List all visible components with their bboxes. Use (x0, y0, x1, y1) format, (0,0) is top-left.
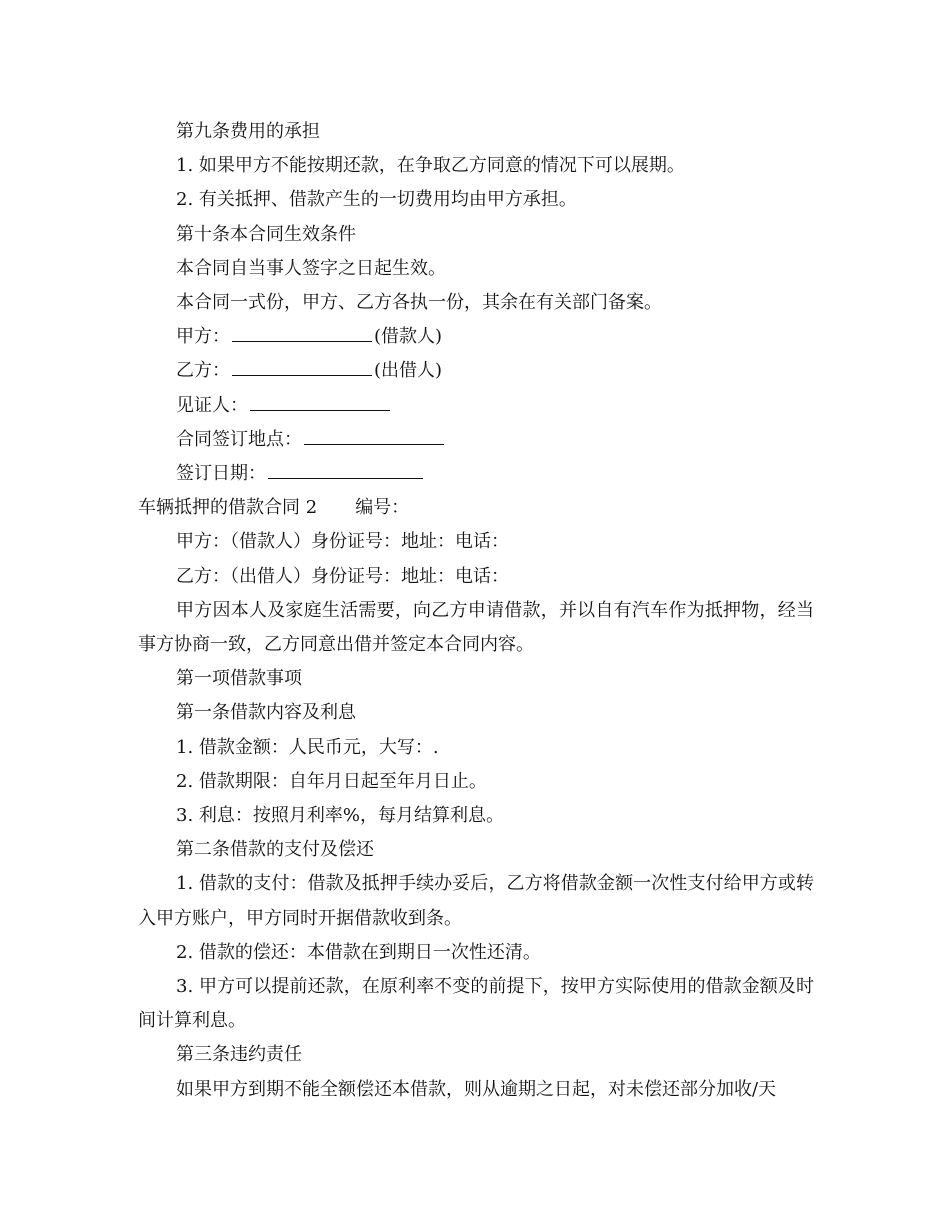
article-9-item-2: 2. 有关抵押、借款产生的一切费用均由甲方承担。 (176, 189, 577, 211)
party-b-signature-line (138, 354, 814, 388)
contract-2-title-line (138, 491, 814, 525)
party-a-label: 甲方： (176, 326, 230, 348)
party-b-blank (232, 357, 372, 376)
document-body (138, 115, 814, 1107)
signing-place-blank (304, 426, 444, 445)
article-1-item-3: 3. 利息：按照月利率%，每月结算利息。 (176, 805, 504, 827)
article-2-item-1: 1. 借款的支付：借款及抵押手续办妥后，乙方将借款金额一次性支付给甲方或转入甲方账户，甲方同时开据借款收到条。 (138, 873, 814, 929)
witness-label: 见证人： (176, 394, 248, 416)
article-1-heading: 第一条借款内容及利息 (176, 702, 356, 724)
party-b-suffix: (出借人) (374, 360, 443, 382)
article-9-heading: 第九条费用的承担 (176, 121, 320, 142)
article-3-text: 如果甲方到期不能全额偿还本借款，则从逾期之日起，对未偿还部分加收/天 (176, 1078, 777, 1100)
section-1-heading: 第一项借款事项 (176, 668, 302, 690)
article-1-item-1: 1. 借款金额：人民币元，大写：. (176, 736, 439, 758)
signing-date-blank (268, 460, 423, 479)
witness-signature-line (138, 389, 814, 423)
signing-place-label: 合同签订地点： (176, 428, 302, 450)
contract-2-title: 车辆抵押的借款合同 2 (138, 497, 318, 519)
contract-2-party-a: 甲方：（借款人）身份证号：地址：电话： (176, 531, 509, 553)
witness-blank (250, 392, 390, 411)
article-10-text-2: 本合同一式份，甲方、乙方各执一份，其余在有关部门备案。 (176, 292, 662, 314)
article-2-item-3: 3. 甲方可以提前还款，在原利率不变的前提下，按甲方实际使用的借款金额及时间计算利息。 (138, 976, 814, 1032)
signing-date-line (138, 457, 814, 491)
article-10-heading: 第十条本合同生效条件 (176, 223, 356, 245)
party-b-label: 乙方： (176, 360, 230, 382)
party-a-signature-line (138, 320, 814, 354)
article-2-item-2: 2. 借款的偿还：本借款在到期日一次性还清。 (176, 941, 541, 963)
article-2-heading: 第二条借款的支付及偿还 (176, 839, 374, 861)
article-10-text-1: 本合同自当事人签字之日起生效。 (176, 257, 446, 279)
article-1-item-2: 2. 借款期限：自年月日起至年月日止。 (176, 770, 487, 792)
article-9-item-1: 1. 如果甲方不能按期还款，在争取乙方同意的情况下可以展期。 (176, 155, 685, 177)
contract-number-label: 编号： (355, 497, 410, 519)
article-3-heading: 第三条违约责任 (176, 1044, 302, 1066)
party-a-suffix: (借款人) (374, 326, 443, 348)
party-a-blank (232, 323, 372, 342)
signing-place-line (138, 423, 814, 457)
signing-date-label: 签订日期： (176, 463, 266, 485)
contract-2-intro: 甲方因本人及家庭生活需要，向乙方申请借款，并以自有汽车作为抵押物，经当事方协商一致，乙方同意出借并签定本合同内容。 (138, 599, 814, 656)
contract-2-party-b: 乙方：（出借人）身份证号：地址：电话： (176, 565, 509, 587)
